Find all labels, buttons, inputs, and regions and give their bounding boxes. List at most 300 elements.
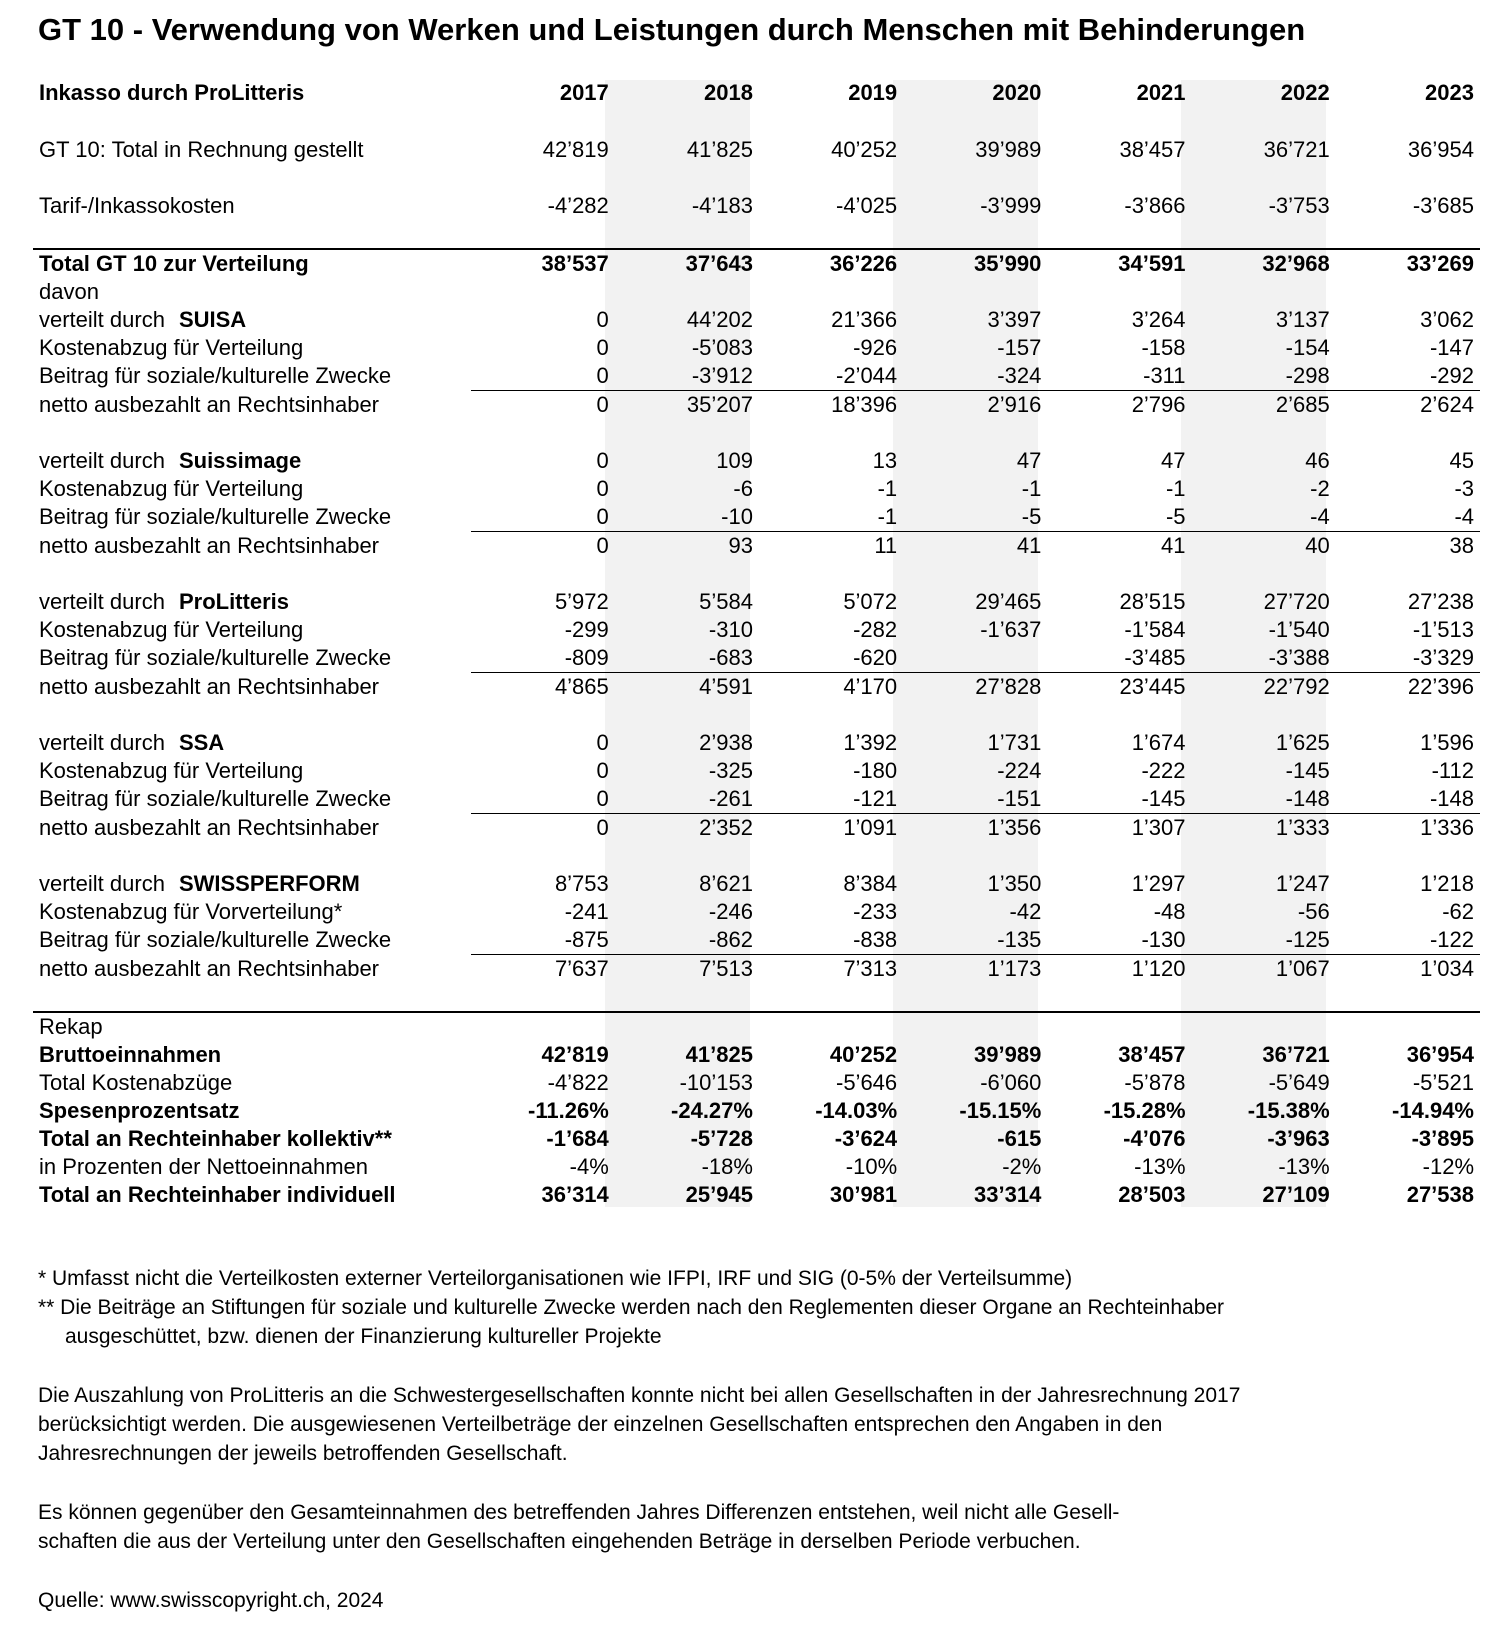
value-cell: -121: [853, 786, 898, 811]
value-cell: 36’721: [1262, 1042, 1330, 1067]
source-note: Quelle: www.swisscopyright.ch, 2024: [38, 1589, 384, 1612]
value-cell: 27’828: [903, 673, 1047, 702]
value-cell: 45: [1449, 448, 1474, 473]
row-label-text: Beitrag für soziale/kulturelle Zwecke: [39, 927, 392, 953]
value-cell: 2018: [704, 80, 753, 105]
value-cell: 36’721: [1263, 137, 1330, 162]
value-cell: 27’538: [1406, 1182, 1474, 1207]
value-cell: 3’264: [1131, 307, 1186, 332]
row-beitrag: [33, 503, 1480, 532]
row-label: [33, 898, 471, 926]
value-cell: -122: [1429, 927, 1474, 952]
value-cell: -4%: [569, 1154, 609, 1179]
value-cell: -4’076: [1123, 1126, 1186, 1151]
value-cell: -15.28%: [1103, 1098, 1186, 1123]
value-cell: -3’963: [1267, 1126, 1330, 1151]
value-cell: 0: [471, 814, 615, 843]
value-cell: 1’218: [1420, 871, 1474, 896]
row-label-text: Inkasso durch ProLitteris: [39, 80, 305, 105]
row-netto: [33, 814, 1480, 843]
row-kostenabzug: [33, 616, 1480, 644]
value-cell: -3’999: [980, 193, 1042, 218]
value-cell: -809: [564, 645, 609, 670]
spacer-row: [33, 560, 1480, 588]
value-cell: -2: [1310, 476, 1330, 501]
row-label-text: netto ausbezahlt an Rechtsinhaber: [39, 391, 380, 417]
row-netto: [33, 532, 1480, 561]
value-cell: -875: [564, 927, 609, 952]
value-cell: 1’625: [1275, 730, 1330, 755]
row-label: [33, 1041, 471, 1069]
row-label-text: netto ausbezahlt an Rechtsinhaber: [39, 955, 380, 981]
value-cell: -12%: [1422, 1154, 1474, 1179]
value-cell: -6: [733, 476, 753, 501]
value-cell: 2022: [1280, 80, 1330, 105]
value-cell: 1’297: [1131, 871, 1186, 896]
value-cell: 2023: [1425, 80, 1474, 105]
value-cell: 0: [596, 504, 609, 529]
value-cell: -10’153: [679, 1070, 753, 1095]
row-label: [33, 644, 471, 673]
value-cell: 28’515: [1119, 589, 1186, 614]
row-beitrag: [33, 785, 1480, 814]
value-cell: -112: [1431, 758, 1474, 783]
spacer-row: [33, 701, 1480, 729]
value-cell: -158: [1141, 335, 1186, 360]
value-cell: -1’540: [1268, 617, 1330, 642]
row-beitrag: [33, 926, 1480, 955]
value-cell: 2’685: [1192, 391, 1336, 420]
value-cell: -15.15%: [959, 1098, 1042, 1123]
value-cell: 35’207: [615, 391, 759, 420]
value-cell: 8’621: [699, 871, 753, 896]
value-cell: -2’044: [836, 363, 898, 388]
row-label-text: Rekap: [39, 1014, 103, 1039]
row-verteilt-suissimage: [33, 447, 1480, 475]
value-cell: 0: [596, 476, 609, 501]
row-label: [33, 391, 471, 420]
value-cell: -926: [853, 335, 898, 360]
value-cell: 41’825: [686, 137, 753, 162]
row-label-text: Total GT 10 zur Verteilung: [39, 251, 309, 276]
spacer-row: [33, 983, 1480, 1012]
row-label-text: in Prozenten der Nettoeinnahmen: [39, 1154, 368, 1179]
row-verteilt-swissperform: [33, 870, 1480, 898]
value-cell: -14.03%: [815, 1098, 898, 1123]
value-cell: -24.27%: [671, 1098, 753, 1123]
row-label: [33, 870, 471, 898]
value-cell: -1’513: [1412, 617, 1474, 642]
note-paragraph-2-line-2: schaften die aus der Verteilung unter den Gesellschaften eingehenden Beträge in derselben Periode verbuchen.: [38, 1530, 1081, 1553]
value-cell: -4’025: [836, 193, 898, 218]
value-cell: 0: [471, 532, 615, 561]
footnote-2: ** Die Beiträge an Stiftungen für soziale und kulturelle Zwecke werden nach den Reglementen dieser Organe an Rechteinhaber: [38, 1296, 1225, 1319]
value-cell: 40’252: [831, 137, 898, 162]
row-rekap: [33, 1012, 1480, 1041]
header-row: [33, 78, 1480, 108]
value-cell: -4’822: [547, 1070, 609, 1095]
row-label: [33, 1069, 471, 1097]
row-label-text: Beitrag für soziale/kulturelle Zwecke: [39, 504, 392, 530]
row-label-text: verteilt durch: [39, 730, 165, 755]
value-cell: 18’396: [759, 391, 903, 420]
value-cell: -147: [1429, 335, 1474, 360]
value-cell: 41: [1047, 532, 1191, 561]
organisation-name: Suissimage: [178, 448, 302, 473]
value-cell: 30’981: [829, 1182, 898, 1207]
value-cell: 27’720: [1263, 589, 1330, 614]
organisation-name: ProLitteris: [178, 589, 289, 614]
footnote-2-cont: ausgeschüttet, bzw. dienen der Finanzierung kultureller Projekte: [65, 1325, 662, 1348]
row-label: [33, 192, 471, 220]
value-cell: 27’109: [1262, 1182, 1330, 1207]
value-cell: -157: [997, 335, 1042, 360]
row-kostenabzug: [33, 334, 1480, 362]
note-paragraph-1-line-2: berücksichtigt werden. Die ausgewiesenen Verteilbeträge der einzelnen Gesellschaften entsprechen den Angaben in den: [38, 1413, 1163, 1436]
value-cell: 2’916: [903, 391, 1047, 420]
organisation-name: SWISSPERFORM: [178, 871, 360, 896]
value-cell: 44’202: [686, 307, 753, 332]
row-label: [33, 362, 471, 391]
value-cell: [615, 278, 759, 306]
value-cell: -3’624: [834, 1126, 898, 1151]
row-label: [33, 673, 471, 702]
spacer-row: [33, 842, 1480, 870]
row-label-text: Bruttoeinnahmen: [39, 1042, 222, 1067]
row-label: [33, 334, 471, 362]
value-cell: -292: [1429, 363, 1474, 388]
value-cell: -325: [708, 758, 753, 783]
value-cell: -5’083: [691, 335, 753, 360]
value-cell: -151: [997, 786, 1042, 811]
row-label: [33, 926, 471, 955]
value-cell: 7’313: [759, 955, 903, 984]
row-label: [33, 785, 471, 814]
value-cell: -311: [1143, 363, 1186, 388]
row-label: [33, 1097, 471, 1125]
row-label-text: verteilt durch: [39, 589, 165, 614]
value-cell: -18%: [701, 1154, 753, 1179]
value-cell: [1047, 278, 1191, 306]
value-cell: 40’252: [829, 1042, 898, 1067]
value-cell: -2%: [1002, 1154, 1042, 1179]
footnotes: [38, 1264, 1458, 1615]
value-cell: [759, 278, 903, 306]
distribution-table: [33, 78, 1480, 1209]
value-cell: [1047, 1012, 1191, 1041]
value-cell: [903, 1012, 1047, 1041]
value-cell: 8’384: [843, 871, 898, 896]
row-netto: [33, 955, 1480, 984]
value-cell: -620: [853, 645, 898, 670]
value-cell: -62: [1442, 899, 1474, 924]
row-label-text: Total Kostenabzüge: [39, 1070, 233, 1095]
value-cell: 5’072: [843, 589, 898, 614]
spacer-row: [33, 108, 1480, 136]
value-cell: 13: [872, 448, 898, 473]
value-cell: 1’350: [987, 871, 1042, 896]
value-cell: -42: [1009, 899, 1042, 924]
value-cell: 35’990: [903, 249, 1047, 278]
value-cell: -130: [1141, 927, 1186, 952]
value-cell: -3’685: [1412, 193, 1474, 218]
value-cell: -145: [1285, 758, 1330, 783]
value-cell: -5’878: [1124, 1070, 1186, 1095]
row-label: [33, 1181, 471, 1209]
value-cell: 2021: [1136, 80, 1186, 105]
row-label: [33, 447, 471, 475]
value-cell: 2’624: [1336, 391, 1480, 420]
value-cell: -148: [1429, 786, 1474, 811]
row-label-text: Kostenabzug für Verteilung: [39, 335, 304, 360]
row-label-text: Beitrag für soziale/kulturelle Zwecke: [39, 645, 392, 671]
value-cell: -5: [1021, 504, 1042, 529]
value-cell: 2’938: [699, 730, 753, 755]
value-cell: -3’388: [1268, 645, 1330, 670]
value-cell: 1’067: [1192, 955, 1336, 984]
value-cell: 23’445: [1047, 673, 1191, 702]
row-label-text: Spesenprozentsatz: [39, 1098, 240, 1123]
value-cell: -4: [1454, 504, 1474, 529]
value-cell: 0: [596, 786, 609, 811]
spacer-row: [33, 419, 1480, 447]
value-cell: 1’034: [1336, 955, 1480, 984]
value-cell: 28’503: [1118, 1182, 1186, 1207]
value-cell: -310: [708, 617, 753, 642]
value-cell: 93: [615, 532, 759, 561]
value-cell: 36’954: [1406, 1042, 1474, 1067]
row-kostenabzug: [33, 757, 1480, 785]
value-cell: 0: [471, 391, 615, 420]
row-kollektiv: [33, 1125, 1480, 1153]
row-label-text: netto ausbezahlt an Rechtsinhaber: [39, 814, 380, 840]
value-cell: 39’989: [974, 1042, 1042, 1067]
organisation-name: SSA: [178, 730, 225, 755]
value-cell: -5’649: [1268, 1070, 1330, 1095]
value-cell: [1336, 278, 1480, 306]
row-netto: [33, 391, 1480, 420]
footnote-1: * Umfasst nicht die Verteilkosten externer Verteilorganisationen wie IFPI, IRF und SIG (0-5% der Verteilsumme): [38, 1267, 1073, 1290]
value-cell: 109: [716, 448, 753, 473]
value-cell: -246: [708, 899, 753, 924]
value-cell: -4: [1310, 504, 1330, 529]
value-cell: -1’584: [1124, 617, 1186, 642]
value-cell: -233: [853, 899, 898, 924]
value-cell: 11: [759, 532, 903, 561]
row-verteilt-prolitteris: [33, 588, 1480, 616]
row-label: [33, 1153, 471, 1181]
value-cell: -6’060: [980, 1070, 1042, 1095]
row-kostenabzug: [33, 475, 1480, 503]
row-label: [33, 616, 471, 644]
value-cell: 2’796: [1047, 391, 1191, 420]
value-cell: -683: [708, 645, 753, 670]
value-cell: 4’865: [471, 673, 615, 702]
row-label-text: Beitrag für soziale/kulturelle Zwecke: [39, 363, 392, 389]
row-label-text: Kostenabzug für Vorverteilung*: [39, 899, 343, 924]
note-paragraph-1: Die Auszahlung von ProLitteris an die Schwestergesellschaften konnte nicht bei allen Gesellschaften in der Jahresrechnung 2017: [38, 1384, 1241, 1407]
row-label: [33, 136, 471, 164]
value-cell: 36’226: [759, 249, 903, 278]
row-label: [33, 306, 471, 334]
value-cell: [615, 1012, 759, 1041]
value-cell: 25’945: [685, 1182, 753, 1207]
value-cell: -1: [1165, 476, 1186, 501]
row-label: [33, 814, 471, 843]
row-total-rechnung: [33, 136, 1480, 164]
row-label: [33, 955, 471, 984]
value-cell: [1336, 1012, 1480, 1041]
value-cell: -615: [997, 1126, 1042, 1151]
value-cell: -282: [853, 617, 898, 642]
value-cell: -5’728: [690, 1126, 753, 1151]
value-cell: -15.38%: [1247, 1098, 1330, 1123]
value-cell: 33’314: [974, 1182, 1042, 1207]
value-cell: 1’356: [903, 814, 1047, 843]
note-paragraph-1-line-3: Jahresrechnungen der jeweils betroffenden Gesellschaft.: [38, 1442, 568, 1465]
value-cell: 0: [596, 758, 609, 783]
row-beitrag: [33, 644, 1480, 673]
row-davon: [33, 278, 1480, 306]
value-cell: 37’643: [615, 249, 759, 278]
row-label: [33, 78, 471, 108]
value-cell: 40: [1192, 532, 1336, 561]
value-cell: -3’753: [1268, 193, 1330, 218]
row-total-verteilung: [33, 249, 1480, 278]
value-cell: -241: [564, 899, 609, 924]
value-cell: -324: [997, 363, 1042, 388]
value-cell: -5’521: [1412, 1070, 1474, 1095]
row-brutto: [33, 1041, 1480, 1069]
value-cell: 3’397: [987, 307, 1042, 332]
value-cell: 0: [596, 730, 609, 755]
value-cell: -1: [877, 476, 898, 501]
row-label-text: verteilt durch: [39, 871, 165, 896]
value-cell: -154: [1285, 335, 1330, 360]
value-cell: -10: [721, 504, 753, 529]
value-cell: 1’674: [1131, 730, 1186, 755]
row-label: [33, 249, 471, 278]
value-cell: 4’591: [615, 673, 759, 702]
value-cell: 29’465: [975, 589, 1042, 614]
value-cell: -1: [877, 504, 898, 529]
value-cell: 1’307: [1047, 814, 1191, 843]
value-cell: -3’866: [1124, 193, 1186, 218]
row-label: [33, 475, 471, 503]
value-cell: 1’333: [1192, 814, 1336, 843]
row-label-text: Kostenabzug für Verteilung: [39, 758, 304, 783]
row-kosten-total: [33, 1069, 1480, 1097]
row-individuell: [33, 1181, 1480, 1209]
value-cell: 1’731: [987, 730, 1042, 755]
value-cell: -3’329: [1412, 645, 1474, 670]
value-cell: 1’596: [1420, 730, 1474, 755]
row-label-text: Total an Rechteinhaber kollektiv**: [39, 1126, 392, 1151]
value-cell: -14.94%: [1392, 1098, 1474, 1123]
value-cell: -1’684: [546, 1126, 609, 1151]
value-cell: 38’457: [1118, 1042, 1186, 1067]
value-cell: 1’392: [843, 730, 898, 755]
value-cell: 41’825: [685, 1042, 753, 1067]
value-cell: -3’912: [691, 363, 753, 388]
value-cell: -48: [1153, 899, 1186, 924]
value-cell: -838: [853, 927, 898, 952]
row-label-text: Kostenabzug für Verteilung: [39, 617, 304, 642]
value-cell: -224: [997, 758, 1042, 783]
value-cell: [903, 278, 1047, 306]
value-cell: 38: [1336, 532, 1480, 561]
value-cell: 2019: [848, 80, 898, 105]
row-verteilt-suisa: [33, 306, 1480, 334]
value-cell: 33’269: [1336, 249, 1480, 278]
value-cell: -13%: [1134, 1154, 1186, 1179]
value-cell: 5’584: [699, 589, 753, 614]
value-cell: 1’247: [1275, 871, 1330, 896]
value-cell: 0: [596, 307, 609, 332]
value-cell: -1: [1021, 476, 1042, 501]
row-prozent: [33, 1153, 1480, 1181]
value-cell: -298: [1285, 363, 1330, 388]
value-cell: -3’895: [1411, 1126, 1474, 1151]
value-cell: 2020: [992, 80, 1042, 105]
value-cell: -4’183: [691, 193, 753, 218]
value-cell: 7’637: [471, 955, 615, 984]
value-cell: 34’591: [1047, 249, 1191, 278]
value-cell: 22’396: [1336, 673, 1480, 702]
row-beitrag: [33, 362, 1480, 391]
value-cell: -862: [708, 927, 753, 952]
value-cell: -5: [1165, 504, 1186, 529]
row-verteilt-ssa: [33, 729, 1480, 757]
value-cell: 1’120: [1047, 955, 1191, 984]
value-cell: -56: [1297, 899, 1330, 924]
value-cell: -11.26%: [528, 1098, 609, 1123]
row-spesen: [33, 1097, 1480, 1125]
row-label: [33, 532, 471, 561]
value-cell: 2017: [559, 80, 609, 105]
row-netto: [33, 673, 1480, 702]
row-label-text: Tarif-/Inkassokosten: [39, 193, 235, 218]
value-cell: -148: [1285, 786, 1330, 811]
value-cell: 0: [596, 335, 609, 360]
value-cell: [903, 644, 1047, 673]
value-cell: 39’989: [975, 137, 1042, 162]
row-label: [33, 729, 471, 757]
value-cell: 1’336: [1336, 814, 1480, 843]
value-cell: 0: [596, 448, 609, 473]
value-cell: 4’170: [759, 673, 903, 702]
value-cell: 1’173: [903, 955, 1047, 984]
spacer-row: [33, 164, 1480, 192]
note-paragraph-2: Es können gegenüber den Gesamteinnahmen des betreffenden Jahres Differenzen entstehen, weil nicht alle Gesell-: [38, 1501, 1120, 1524]
value-cell: 38’537: [471, 249, 615, 278]
spacer-row: [33, 220, 1480, 249]
value-cell: -1’637: [980, 617, 1042, 642]
value-cell: 42’819: [542, 137, 609, 162]
row-label: [33, 1012, 471, 1041]
value-cell: 41: [903, 532, 1047, 561]
row-label: [33, 588, 471, 616]
value-cell: 0: [596, 363, 609, 388]
value-cell: 2’352: [615, 814, 759, 843]
row-label: [33, 278, 471, 306]
page-title: GT 10 - Verwendung von Werken und Leistungen durch Menschen mit Behinderungen: [38, 12, 1306, 47]
organisation-name: SUISA: [178, 307, 247, 332]
value-cell: 3’137: [1275, 307, 1330, 332]
row-label-text: davon: [39, 279, 99, 304]
row-label-text: netto ausbezahlt an Rechtsinhaber: [39, 673, 380, 699]
value-cell: -125: [1285, 927, 1330, 952]
